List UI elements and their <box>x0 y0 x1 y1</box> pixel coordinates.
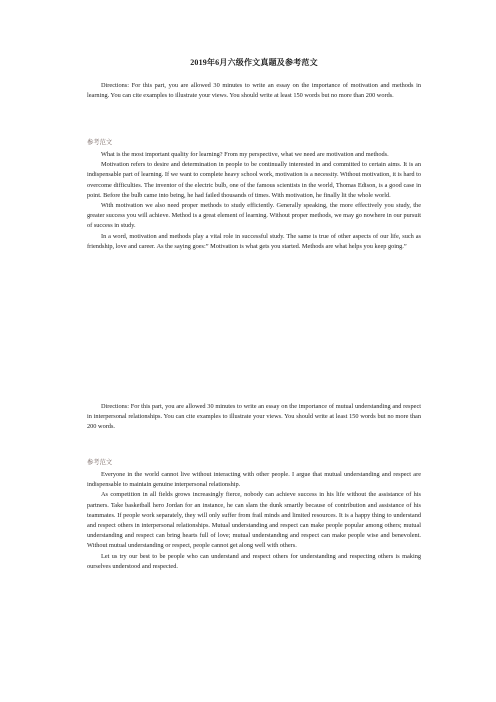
essay-paragraph: With motivation we also need proper methods to study efficiently. Generally speaking, the more effectively you study, the greater success you will achieve. Method is a great element of learning. Without proper methods, we may go nowhere in our pursuit of success in study. <box>87 202 421 230</box>
section2-directions <box>87 402 421 433</box>
section1-directions <box>87 81 421 101</box>
section2-essay <box>87 470 421 572</box>
directions-text: Directions: For this part, you are allowed 30 minutes to write an essay on the importance of mutual understanding and respect in interpersonal relationships. You can cite examples to illustrate your views. You should write at least 150 words but no more than 200 words. <box>87 403 421 431</box>
essay-paragraph: As competition in all fields grows increasingly fierce, nobody can achieve success in his life without the assistance of his partners. Take basketball hero Jordan for an instance, he can slam the dunk smartly because of contribution and assistance of his teammates. If people work separately, they will only suffer from frail minds and limited resources. It is a happy thing to understand and respect others in interpersonal relationships. Mutual understanding and respect can make people popular among others; mutual understanding and respect can bring hearts full of love; mutual understanding and respect can make people wise and benevolent. Without mutual understanding or respect, people cannot get along well with others. <box>87 491 421 550</box>
directions-text: Directions: For this part, you are allowed 30 minutes to write an essay on the importance of motivation and methods in learning. You can cite examples to illustrate your views. You should write at least 150 words but no more than 200 words. <box>87 82 421 100</box>
section1-reference-label: 参考范文 <box>87 139 113 146</box>
essay-paragraph: What is the most important quality for learning? From my perspective, what we need are motivation and methods. <box>101 151 389 158</box>
essay-paragraph: Everyone in the world cannot live without interacting with other people. I argue that mutual understanding and respect are indispensable to maintain genuine interpersonal relationship. <box>87 471 421 489</box>
essay-paragraph: Let us try our best to be people who can understand and respect others for understanding and respecting others is making ourselves understood and respected. <box>87 552 421 570</box>
document-title: 2019年6月六级作文真题及参考范文 <box>190 58 318 67</box>
section2-reference-label: 参考范文 <box>87 459 113 466</box>
essay-paragraph: In a word, motivation and methods play a vital role in successful study. The same is true of other aspects of our life, such as friendship, love and career. As the saying goes:” Motivation is what gets you started. Methods are what helps you keep going.” <box>87 232 421 250</box>
section1-essay <box>87 150 421 252</box>
essay-paragraph: Motivation refers to desire and determination in people to be continually interested in and committed to certain aims. It is an indispensable part of learning. If we want to complete heavy school work, motivation is a necessity. Without motivation, it is hard to overcome difficulties. The inventor of the electric bulb, one of the famous scientists in the world, Thomas Edison, is a good case in point. Before the bulb came into being, he had failed thousands of times. With motivation, he finally lit the whole world. <box>87 161 421 199</box>
